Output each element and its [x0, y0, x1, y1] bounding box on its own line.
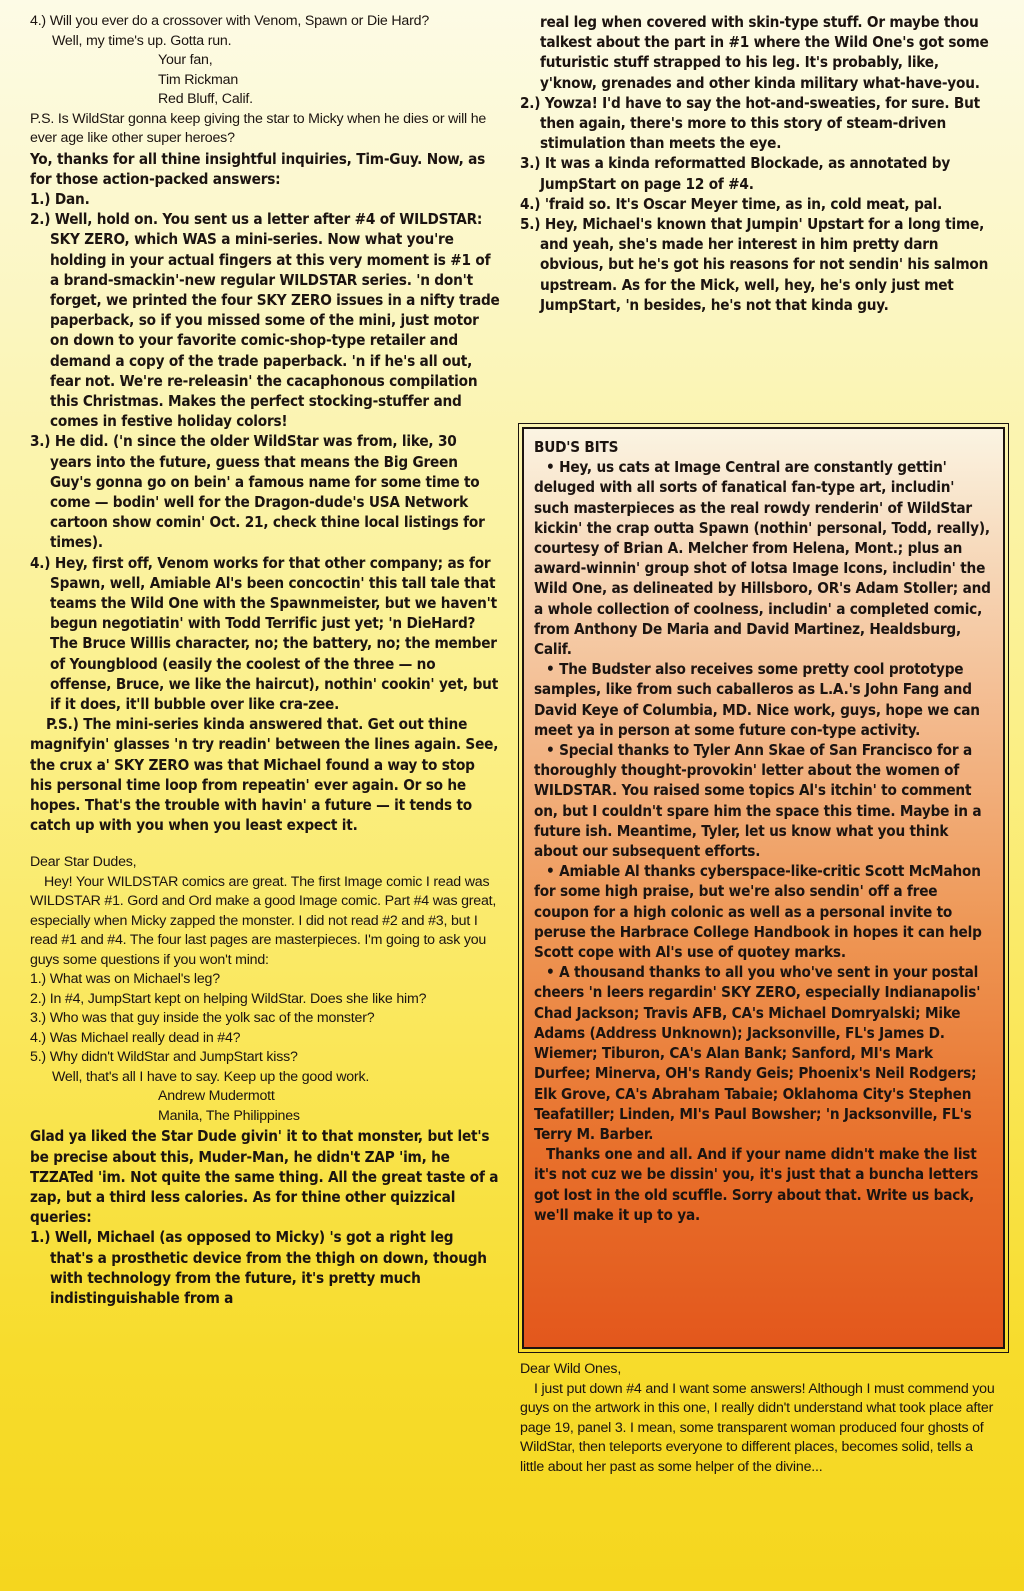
buds-bits-item: • Amiable Al thanks cyberspace-like-critic Scott McMahon for some high praise, but we're also sendin' off a free coupon for a high colonic as well as a personal invite to peruse the Harbrace College Handbook in hopes it can help Scott cope with Al's use of quotey marks.: [534, 862, 982, 962]
letter1-sig-line: Your fan,: [158, 52, 213, 68]
letter1-question-4: 4.) Will you ever do a crossover with Venom, Spawn or Die Hard?: [30, 13, 430, 29]
buds-bits-item: • The Budster also receives some pretty cool prototype samples, like from such caballeros as L.A.'s John Fang and David Keye of Columbia, MD. Nice work, guys, hope we can meet ya in person at some future con-type activity.: [534, 660, 980, 739]
letter2-signoff: Well, that's all I have to say. Keep up the good work.: [52, 1068, 370, 1085]
reply1-answer-3: 3.) He did. ('n since the older WildStar was from, like, 30 years into the future, guess that means the Big Green Guy's gonna go on bein' a famous name for some time to come — bodin' well for the Dragon-dude's USA Network cartoon show comin' Oct. 21, check thine local listings for times).: [30, 432, 485, 552]
reply2-answer-4: 4.) 'fraid so. It's Oscar Meyer time, as in, cold meat, pal.: [520, 194, 943, 213]
buds-bits-item: • Special thanks to Tyler Ann Skae of San Francisco for a thoroughly thought-provokin' letter about the women of WILDSTAR. You raised some topics Al's itchin' to comment on, but I couldn't spare him the space this time. Maybe in a future ish. Meantime, Tyler, let us know what you think about our subsequent efforts.: [534, 741, 982, 861]
reply1-ps: P.S.) The mini-series kinda answered that. Get out thine magnifyin' glasses 'n try readin' between the lines again. See, the crux a' SKY ZERO was that Michael found a way to stop his personal time loop from repeatin' ever again. Or so he hopes. That's the trouble with havin' a future — it tends to catch up with you when you least expect it.: [30, 715, 499, 835]
letter2-sig-location: Manila, The Philippines: [158, 1107, 300, 1124]
reply2-intro: Glad ya liked the Star Dude givin' it to that monster, but let's be precise about this, Muder-Man, he didn't ZAP 'im, he TZZATed 'im. Not quite the same thing. All the great taste of a zap, but a third less calories. As for thine other quizzical queries:: [30, 1127, 499, 1227]
left-column: [30, 0, 500, 1308]
letter2-question-2: 2.) In #4, JumpStart kept on helping WildStar. Does she like him?: [30, 990, 427, 1007]
letter2-question-3: 3.) Who was that guy inside the yolk sac of the monster?: [30, 1010, 375, 1027]
buds-bits-item: • Hey, us cats at Image Central are constantly gettin' deluged with all sorts of fanatical fan-type art, includin' such masterpieces as the real rowdy renderin' of WildStar kickin' the crap outta Spawn (nothin' personal, Todd, really), courtesy of Brian A. Melcher from Helena, Mont.; plus an award-winnin' group shot of lotsa Image Icons, includin' the Wild One, as delineated by Hillsboro, OR's Adam Stoller; and a whole collection of coolness, includin' a completed comic, from Anthony De Maria and David Martinez, Healdsburg, Calif.: [534, 458, 991, 659]
right-column: [520, 0, 1000, 315]
reply2-answer-1: 1.) Well, Michael (as opposed to Micky) 's got a right leg that's a prosthetic device from the thigh on down, though with technology from the future, it's pretty much indistinguishable from a: [30, 1228, 487, 1308]
letter2-question-1: 1.) What was on Michael's leg?: [30, 971, 220, 988]
reply2-answer-1-continued: real leg when covered with skin-type stuff. Or maybe thou talkest about the part in #1 where the Wild One's got some futuristic stuff strapped to his leg. It's probably, like, y'know, grenades and other kinda military what-have-you.: [540, 13, 989, 92]
buds-bits-title: BUD'S BITS: [534, 438, 619, 456]
letter2-question-4: 4.) Was Michael really dead in #4?: [30, 1029, 241, 1046]
letter3-body: I just put down #4 and I want some answers! Although I must commend you guys on the artwork in this one, I really didn't understand what took place after page 19, panel 3. I mean, some transparent woman produced four ghosts of WildStar, then teleports everyone to different places, becomes solid, tells a little about her past as some helper of the divine...: [520, 1380, 995, 1475]
letter2-body: Hey! Your WILDSTAR comics are great. The first Image comic I read was WILDSTAR #1. Gord and Ord make a good Image comic. Part #4 was great, especially when Micky zapped the monster. I did not read #2 and #3, but I read #1 and #4. The four last pages are masterpieces. I'm going to ask you guys some questions if you won't mind:: [30, 873, 497, 968]
reply1-answer-1: 1.) Dan.: [30, 189, 90, 208]
buds-bits-closing: Thanks one and all. And if your name didn't make the list it's not cuz we be dissin' you, it's just that a buncha letters got lost in the old scuffle. Sorry about that. Write us back, we'll make it up to ya.: [534, 1145, 979, 1224]
letter2-question-5: 5.) Why didn't WildStar and JumpStart kiss?: [30, 1049, 298, 1066]
reply1-answer-2: 2.) Well, hold on. You sent us a letter after #4 of WILDSTAR: SKY ZERO, which WAS a mini-series. Now what you're holding in your actual fingers at this very moment is #1 of a brand-smackin'-new regular WILDSTAR series. 'n don't forget, we printed the four SKY ZERO issues in a nifty trade paperback, so if you missed some of the mini, just motor on down to your favorite comic-shop-type retailer and demand a copy of the trade paperback. 'n if he's all out, fear not. We're re-releasin' the cacaphonous compilation this Christmas. Makes the perfect stocking-stuffer and comes in festive holiday colors!: [30, 210, 500, 431]
reply2-answer-5: 5.) Hey, Michael's known that Jumpin' Upstart for a long time, and yeah, she's made her interest in him pretty darn obvious, but he's got his reasons for not sendin' his salmon upstream. As for the Mick, well, hey, he's only just met JumpStart, 'n besides, he's not that kinda guy.: [520, 215, 989, 314]
buds-bits-item: • A thousand thanks to all you who've sent in your postal cheers 'n leers regardin' SKY ZERO, especially Indianapolis' Chad Jackson; Travis AFB, CA's Michael Domryalski; Mike Adams (Address Unknown); Jacksonville, FL's James D. Wiemer; Tiburon, CA's Alan Bank; Sanford, MI's Mark Durfee; Minerva, OH's Randy Geis; Phoenix's Neil Rodgers; Elk Grove, CA's Abraham Tabaie; Oklahoma City's Stephen Teafatiller; Linden, MI's Paul Bowsher; 'n Jacksonville, FL's Terry M. Barber.: [534, 963, 981, 1143]
letter3-salutation: Dear Wild Ones,: [520, 1361, 622, 1377]
letter2-salutation: Dear Star Dudes,: [30, 854, 137, 871]
letter2-sig-name: Andrew Mudermott: [158, 1088, 275, 1105]
letter3: [520, 1360, 1000, 1477]
letter1-signoff: Well, my time's up. Gotta run.: [52, 32, 232, 49]
reply1-answer-4: 4.) Hey, first off, Venom works for that other company; as for Spawn, well, Amiable Al's been concoctin' this tall tale that teams the Wild One with the Spawnmeister, but we haven't begun negotiatin' with Todd Terrific just yet; 'n DieHard? The Bruce Willis character, no; the battery, no; the member of Youngblood (easily the coolest of the three — no offense, Bruce, we like the haircut), nothin' cookin' yet, but if it does, it'll bubble over like cra-zee.: [30, 553, 499, 713]
letter1-ps: P.S. Is WildStar gonna keep giving the star to Micky when he dies or will he ever age like other super heroes?: [30, 110, 487, 146]
reply1-intro: Yo, thanks for all thine insightful inquiries, Tim-Guy. Now, as for those action-packed answers:: [30, 149, 486, 188]
reply2-answer-2: 2.) Yowza! I'd have to say the hot-and-sweaties, for sure. But then again, there's more to this story of steam-driven stimulation than meets the eye.: [520, 93, 980, 153]
letter1-sig-name: Tim Rickman: [158, 71, 239, 88]
reply2-answer-3: 3.) It was a kinda reformatted Blockade, as annotated by JumpStart on page 12 of #4.: [520, 154, 951, 193]
letter1-sig-location: Red Bluff, Calif.: [158, 91, 253, 107]
spacer: [30, 835, 500, 853]
buds-bits-box: [522, 427, 1005, 1349]
